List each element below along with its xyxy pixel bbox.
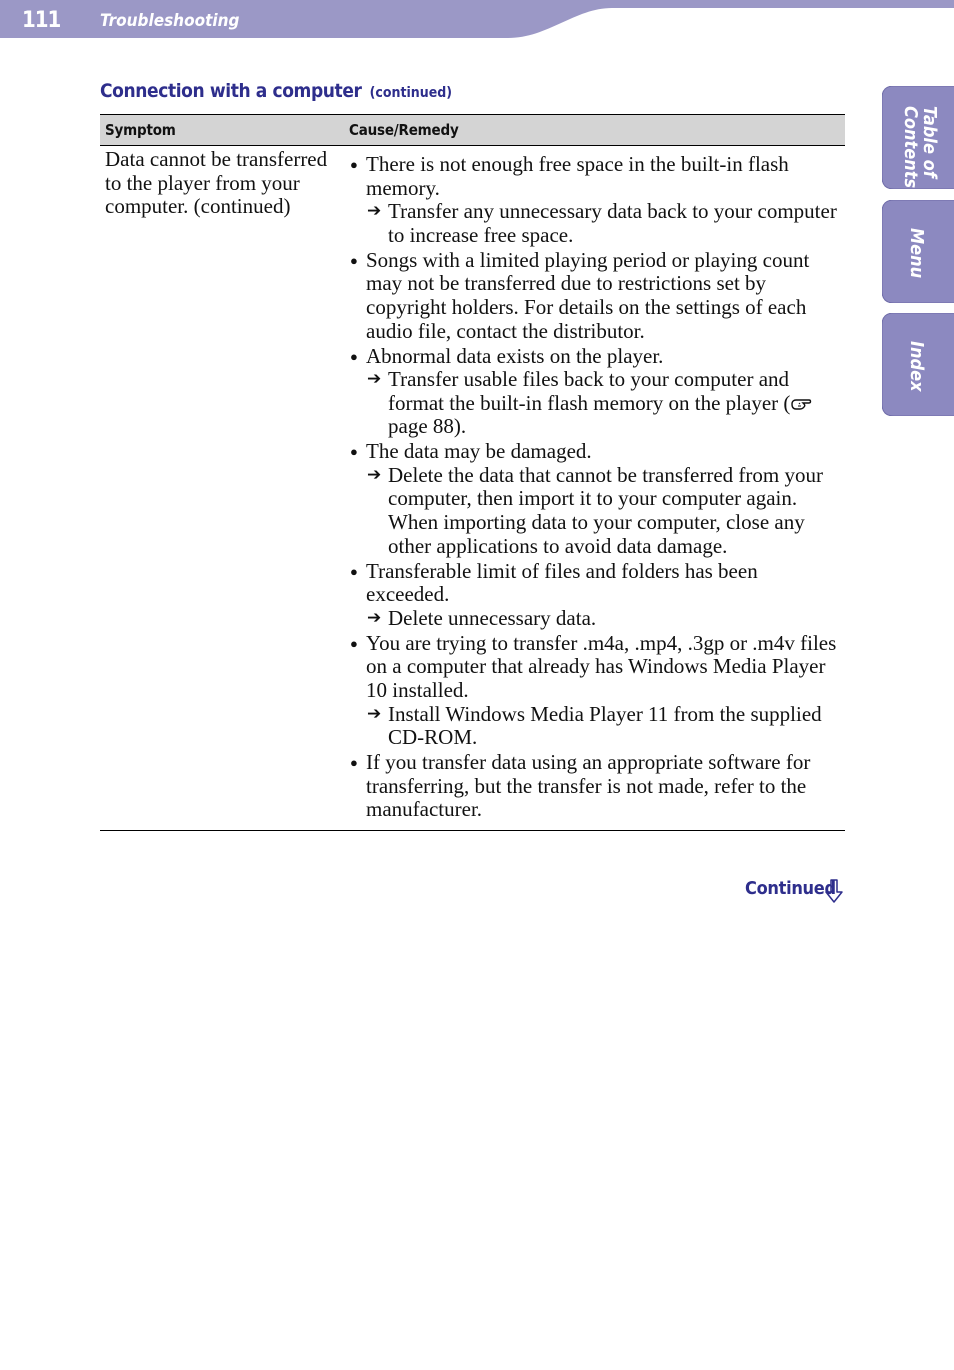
pointing-hand-icon bbox=[790, 395, 814, 411]
tab-label-line: Table of bbox=[919, 106, 940, 178]
list-item bbox=[350, 632, 845, 750]
cause-text: Songs with a limited playing period or playing count may not be transferred due to restrictions set by copyright holders. For details on the settings of each audio file, contact the distributor. bbox=[366, 247, 810, 343]
tab-label-line: Menu bbox=[906, 228, 927, 279]
remedy-text: Install Windows Media Player 11 from the supplied CD-ROM. bbox=[388, 701, 822, 750]
cause-text: You are trying to transfer .m4a, .mp4, .3gp or .m4v files on a computer that already has Windows Media Player 10 installed. bbox=[366, 630, 837, 703]
cause-text: There is not enough free space in the built-in flash memory. bbox=[366, 152, 789, 200]
bullet-icon: ● bbox=[350, 755, 358, 771]
list-item bbox=[350, 345, 845, 439]
page-reference-text: page 88). bbox=[388, 414, 467, 439]
remedy-text: Delete unnecessary data. bbox=[388, 605, 597, 630]
remedy-text: Transfer usable files back to your computer and format the built-in flash memory on the player ( bbox=[388, 367, 791, 415]
tab-label bbox=[907, 341, 926, 392]
right-arrow-icon: ➔ bbox=[367, 201, 382, 222]
bullet-icon: ● bbox=[350, 252, 358, 268]
section-title: Troubleshooting bbox=[100, 11, 240, 31]
remedy-line bbox=[366, 464, 845, 558]
tab-label-line: Index bbox=[906, 341, 927, 392]
tab-label bbox=[901, 106, 939, 188]
cause-remedy-list bbox=[350, 153, 845, 823]
remedy-line bbox=[366, 703, 845, 750]
right-arrow-icon: ➔ bbox=[367, 464, 382, 485]
table-row bbox=[100, 146, 845, 831]
page-heading bbox=[100, 80, 452, 102]
list-item bbox=[350, 440, 845, 558]
heading-title: Connection with a computer bbox=[100, 80, 362, 102]
tab-menu[interactable] bbox=[882, 200, 954, 303]
down-arrow-outline-icon[interactable] bbox=[825, 879, 843, 903]
bullet-icon: ● bbox=[350, 157, 358, 172]
column-header-cause-remedy: Cause/Remedy bbox=[349, 121, 459, 139]
symptom-cell: Data cannot be transferred to the player from your computer. (continued) bbox=[105, 147, 328, 219]
remedy-text: Delete the data that cannot be transferred from your computer, then import it to your computer again. When importing data to your computer, close any other applications to avoid data damage. bbox=[388, 462, 823, 558]
bullet-icon: ● bbox=[350, 635, 358, 651]
column-header-symptom: Symptom bbox=[105, 121, 176, 139]
tab-label bbox=[907, 228, 926, 278]
continued-link[interactable]: Continued bbox=[745, 878, 836, 899]
list-item bbox=[350, 153, 845, 247]
table-header bbox=[100, 114, 845, 146]
tab-index[interactable] bbox=[882, 313, 954, 416]
remedy-line bbox=[366, 368, 845, 439]
right-arrow-icon: ➔ bbox=[367, 369, 382, 390]
list-item bbox=[350, 751, 845, 822]
remedy-line bbox=[366, 607, 845, 631]
list-item bbox=[350, 560, 845, 631]
page-number: 111 bbox=[22, 8, 61, 33]
remedy-line bbox=[366, 200, 845, 247]
right-arrow-icon: ➔ bbox=[367, 703, 382, 724]
cause-text: Transferable limit of files and folders has been exceeded. bbox=[366, 558, 758, 607]
right-arrow-icon: ➔ bbox=[367, 607, 382, 628]
bullet-icon: ● bbox=[350, 444, 358, 460]
cause-text: Abnormal data exists on the player. bbox=[366, 343, 664, 368]
cause-text: The data may be damaged. bbox=[366, 439, 592, 464]
tab-label-line: Contents bbox=[900, 106, 921, 189]
troubleshooting-table bbox=[100, 114, 845, 831]
bullet-icon: ● bbox=[350, 563, 358, 579]
remedy-text: Transfer any unnecessary data back to your computer to increase free space. bbox=[388, 199, 837, 247]
header-band bbox=[0, 0, 954, 40]
heading-continued: (continued) bbox=[369, 85, 453, 101]
list-item bbox=[350, 249, 845, 343]
bullet-icon: ● bbox=[350, 348, 358, 364]
cause-text: If you transfer data using an appropriate software for transferring, but the transfer is not made, refer to the manufacturer. bbox=[366, 750, 811, 822]
tab-table-of-contents[interactable] bbox=[882, 86, 954, 189]
